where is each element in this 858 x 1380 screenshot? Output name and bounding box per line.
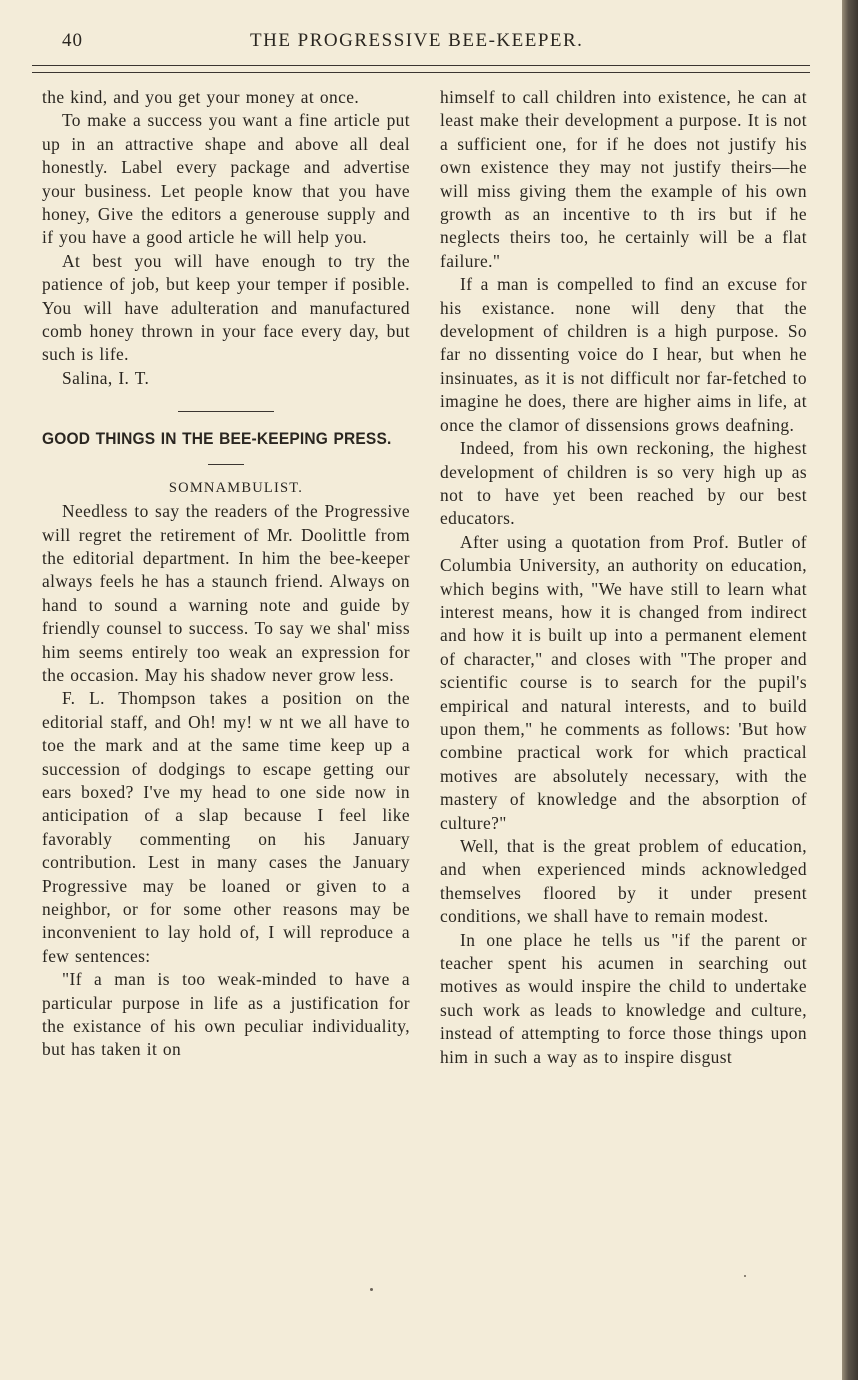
paragraph: After using a quotation from Prof. Butler of Columbia University, an authority on education, which begins with, "We have still to learn what interest means, how it is changed from indirect and how it is built up into a permanent element of character," and closes with "The proper and scientific course is to search for the pupil's empirical and natural interests, and to build upon them," he comments as follows: 'But how combine practical work for which practical motives are absolutely necessary, with the mastery of knowledge and the absorption of culture?" bbox=[440, 531, 807, 833]
header-rule bbox=[32, 65, 810, 73]
paragraph: If a man is compelled to find an excuse for his existance. none will deny that the development of children is a high purpose. So far no dissenting voice do I hear, but when he insinuates, as it is not difficult nor far-fetched to imagine he does, there are higher aims in life, at once the clamor of dissensions grows deafning. bbox=[440, 274, 807, 435]
section-heading: GOOD THINGS IN THE BEE-KEEPING PRESS. bbox=[42, 430, 392, 449]
page-number: 40 bbox=[62, 30, 83, 51]
signature: Salina, I. T. bbox=[62, 367, 150, 388]
paragraph: Well, that is the great problem of education, and when experienced minds acknowledged themselves floored by it under present conditions, we shall have to remain modest. bbox=[440, 836, 807, 927]
paragraph: "If a man is too weak-minded to have a particular purpose in life as a justification for the existance of his own peculiar individuality, but has taken it on bbox=[42, 969, 410, 1060]
ink-speck bbox=[370, 1288, 373, 1291]
byline: SOMNAMBULIST. bbox=[168, 479, 304, 496]
page-header bbox=[40, 30, 810, 58]
paragraph: F. L. Thompson takes a position on the editorial staff, and Oh! my! w nt we all have to toe the mark and at the same time keep up a succession of dodgings to escape getting our ears boxed? I've my head to one side now in anticipation of a slap because I feel like favorably commenting on his January contribution. Lest in many cases the January Progressive may be loaned or given to a neighbor, or for some other reasons may be inconvenient to lay hold of, I will reproduce a few sentences: bbox=[42, 688, 410, 966]
paragraph: At best you will have enough to try the patience of job, but keep your temper if posible. You will have adulteration and manufactured comb honey thrown in your face every day, but such is life. bbox=[42, 250, 410, 365]
paragraph: the kind, and you get your money at once. bbox=[42, 87, 360, 107]
paragraph: In one place he tells us "if the parent or teacher spent his acumen in searching out motives as would inspire the child to undertake such work as leads to knowledge and culture, instead of attempting to force those things upon him in such a way as to inspire disgust bbox=[440, 929, 807, 1067]
running-title: THE PROGRESSIVE BEE-KEEPER. bbox=[250, 30, 584, 51]
right-column bbox=[440, 86, 807, 1069]
section-divider bbox=[178, 411, 274, 412]
paragraph: himself to call children into existence, he can at least make their development a purpose. It is not a sufficient one, for if he does not justify his own existence they may not justify theirs—he will miss giving them the example of his own growth as an incentive to th irs but if he neglects theirs too, he certainly will be a flat failure." bbox=[440, 87, 807, 271]
paragraph: Needless to say the readers of the Progressive will regret the retirement of Mr. Doolittle from the editorial department. In him the bee-keeper always feels he has a staunch friend. Always on hand to sound a warning note and guide by friendly counsel to success. To say we shal' miss him seems entirely too weak an expression for the occasion. May his shadow never grow less. bbox=[42, 501, 410, 685]
heading-divider bbox=[208, 464, 244, 465]
left-column bbox=[42, 86, 410, 1062]
paragraph: Indeed, from his own reckoning, the highest development of children is so very high up as not to have yet been reached by our best educators. bbox=[440, 438, 807, 529]
ink-speck bbox=[744, 1275, 746, 1277]
page-binding-edge bbox=[842, 0, 858, 1380]
paragraph: To make a success you want a fine article put up in an attractive shape and above all deal honestly. Label every package and advertise your business. Let people know that you have honey, Give the editors a generouse supply and if you have a good article he will help you. bbox=[42, 110, 410, 248]
